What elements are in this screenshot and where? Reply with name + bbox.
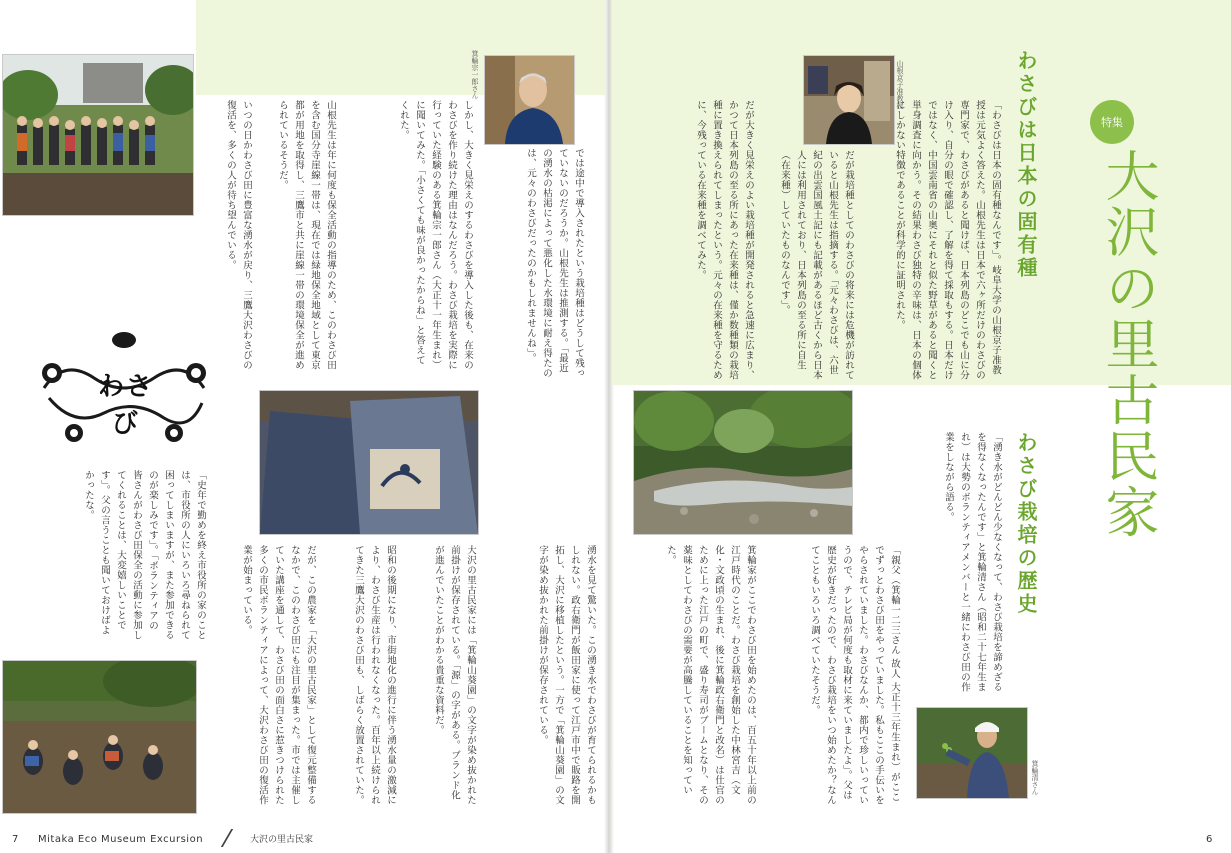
wasabi-logo — [34, 318, 214, 458]
body-text-l1: では途中で導入されたという栽培種はどうして残っていないのだろうか。山根先生は推測する。「最近の湧水の枯渇によって悪化した水環境に耐え得たのは、元々のわさびだったのかもしれませんね」。 — [525, 148, 584, 378]
feature-badge: 特集 — [1090, 100, 1134, 144]
subhead-cultivation-history: わさび栽培の歴史 — [1014, 432, 1038, 616]
subhead-native-species: わさびは日本の固有種 — [1014, 50, 1038, 280]
photo-volunteers-group — [2, 54, 194, 216]
right-page-number: 6 — [1206, 834, 1213, 845]
photo-minowa-soichiro — [484, 55, 575, 145]
body-text-rb2: 「親父（箕輪一二三さん 故人 大正十三年生まれ）がここでずっとわさび田をやっていました。私もここの手伝いをやらされていました。わさびなんか、都内で珍しいっていうので、テレビ局が何度も取材に来ていましたよ」。父は歴史が好きだったので、わさび栽培をいつ始めたか？なんてこともいろいろ調べていたそうだ。 — [809, 545, 900, 805]
body-text-l4: いつの日かわさび田に豊富な湧水が戻り、三鷹大沢わさびの復活を、多くの人が待ち望んでいる。 — [225, 100, 252, 370]
photo-stream — [633, 390, 853, 535]
photo-volunteers-working — [2, 660, 197, 814]
photo-apron — [259, 390, 479, 535]
body-text-r2: だが栽培種としてのわさびの将来には危機が訪れていると山根先生は指摘する。「元々わさびは、六世紀の出雲国風土記にも記載があるほど古くから日本人には利用されており、日本列島の至る所に自生（在来種）していたものなんです」。 — [779, 150, 854, 380]
caption-yamane: 山根京子准教授 — [896, 60, 904, 109]
body-text-lb5: 「史年で勤めを終え市役所の家のことは、市役所の人にいろいろ尋ねられて困ってしまいますが、また参加できるのが楽しみです」。「ボランティアの皆さんがわさび田保全の活動に参加してくれることは、大変嬉しいことです」。父の言うことも聞いておけばよかったな。 — [83, 470, 206, 640]
left-page-number: 7 — [12, 834, 19, 845]
body-text-lb1: 湧水を見て驚いた。この湧き水でわさびが育てられるかもしれない。政右衛門が飯田家に使って江戸市中で販路を開拓し、大沢に移植したという。一方で「箕輪山葵園」の文字が染め抜かれた前掛けが保存されている。 — [537, 545, 596, 805]
footer-series: Mitaka Eco Museum Excursion — [38, 834, 204, 845]
body-text-lb2: 大沢の里古民家には「箕輪山葵園」の文字が染め抜かれた前掛けが保存されている。「源」の字がある。ブランド化が進んでいたことがわかる貴重な資料だ。 — [433, 545, 476, 805]
photo-yamane — [803, 55, 895, 145]
caption-minowa-soichiro: 箕輪宗一郎さん — [471, 50, 479, 99]
footer-section: 大沢の里古民家 — [250, 835, 314, 845]
body-text-rb3: 箕輪家がここでわさび田を始めたのは、百五十年以上前の江戸時代のことだ。わさび栽培を創始した中林宮吉（文化・文政頃の生まれ、後に箕輪政右衛門と改名）は仕官のために上った江戸の町で、盛り寿司がブームとなり、その薬味としてわさびの需要が高騰していることを知っていた。 — [665, 545, 756, 805]
photo-minowa-kiyoshi — [916, 707, 1028, 799]
body-text-lb3: 昭和の後期になり、市街地化の進行に伴う湧水量の激減により、わさび生産は行われなくなった。百年以上続けられてきた三鷹大沢のわさび田も、しばらく放置されていた。 — [353, 545, 396, 805]
body-text-lb4: だが、この農家を「大沢の里古民家」として復元整備するなかで、このわさび田にも注目が集まった。市では主催していた講座を通して、わさび田の面白さに惹きつけられた多くの市民ボランティアによって、大沢わさび田の復活作業が始まっている。 — [241, 545, 316, 805]
body-text-r1: 「わさびは日本の固有種なんです」。岐阜大学の山根京子准教授は元気よく答えた。山根先生は日本で六ヶ所だけのわさびの専門家で、わさびがあると聞けば、日本列島のどこでも山に分け入り、自分の眼で確認し、了解を得て採取もする。日本だけではなく、中国雲南省の山奥にそれと似た野草があると聞くと単身調査に向かう。その結果わさび独特の辛味は、日本の個体にしかない特徴であることが科学的に証明された。 — [894, 100, 1001, 380]
body-text-r3: だが大きく見栄えのよい栽培種が開発されると急速に広まり、かつて日本列島の至る所にあった在来種は、僅か数種類の栽培種に置き換えられてしまったという。元々の在来種を守るために、今残っている在来種を調べてみた。 — [695, 100, 754, 380]
body-text-l2: しかし、大きく見栄えのするわさびを導入した後も、在来のわさびを作り続けた理由はなんだろう。わさび栽培を実際に行っていた経験のある箕輪宗一郎さん（大正十一年生まれ）に聞いてみた。「小さくても味が良かったからね」と答えてくれた。 — [398, 100, 473, 370]
body-text-l3: 山根先生は年に何度も保全活動の指導のため、このわさび田を含む国分寺崖線一帯は、現在では緑地保全地域として東京都が用地を取得し、三鷹市と共に崖線一帯の環境保全が進められているそうだ。 — [277, 100, 336, 370]
wasabi-logo-text: わさび — [97, 372, 154, 439]
page-title: 大沢の里古民家 — [1097, 148, 1160, 540]
caption-minowa-kiyoshi: 箕輪清さん — [1031, 760, 1039, 795]
body-text-rb1: 「湧き水がどんどん少なくなって、わさび栽培を諦めざるを得なくなったんです」と箕輪清さん（昭和二十七年生まれ）は大勢のボランティアメンバーと一緒にわさび田の作業をしながら語る。 — [943, 432, 1002, 692]
